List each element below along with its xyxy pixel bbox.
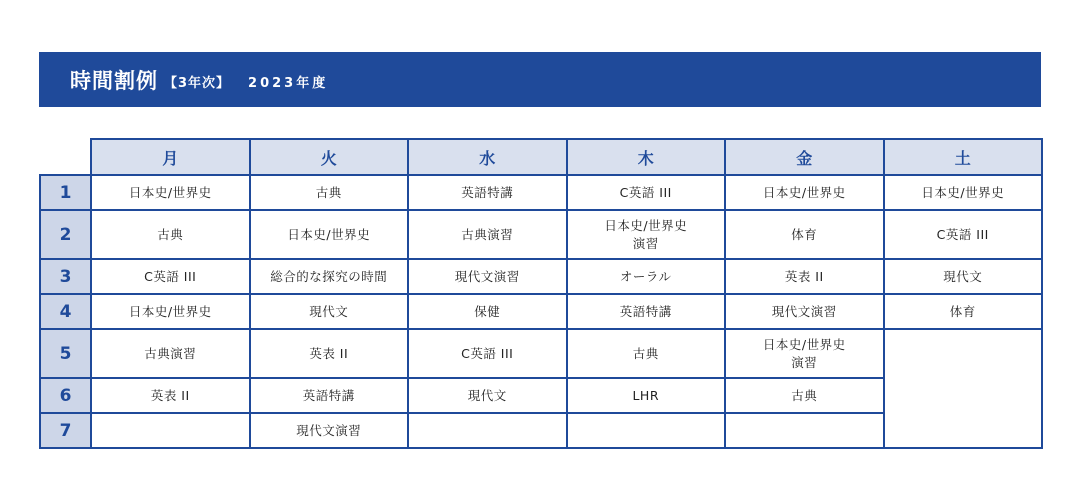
- corner-cell: [40, 139, 91, 175]
- class-cell: 英語特講: [567, 294, 726, 329]
- day-header-mon: 月: [91, 139, 250, 175]
- class-cell: 体育: [725, 210, 884, 259]
- class-cell: 日本史/世界史: [91, 294, 250, 329]
- class-cell: C英語 III: [884, 210, 1043, 259]
- class-cell: C英語 III: [567, 175, 726, 210]
- table-row: [40, 294, 1042, 329]
- class-cell: [725, 413, 884, 448]
- header-bar: [39, 52, 1041, 107]
- class-cell: LHR: [567, 378, 726, 413]
- period-number: 3: [40, 259, 91, 294]
- class-cell: 現代文演習: [408, 259, 567, 294]
- class-cell: 現代文演習: [725, 294, 884, 329]
- timetable: [39, 138, 1043, 449]
- period-number: 5: [40, 329, 91, 378]
- grade-label: 【3年次】: [164, 76, 231, 91]
- class-cell: 現代文: [884, 259, 1043, 294]
- period-number: 7: [40, 413, 91, 448]
- period-number: 4: [40, 294, 91, 329]
- day-header-wed: 水: [408, 139, 567, 175]
- day-header-row: [40, 139, 1042, 175]
- class-cell: 現代文: [250, 294, 409, 329]
- day-header-fri: 金: [725, 139, 884, 175]
- class-cell: 日本史/世界史 演習: [725, 329, 884, 378]
- period-number: 6: [40, 378, 91, 413]
- class-cell: 古典: [725, 378, 884, 413]
- class-cell: オーラル: [567, 259, 726, 294]
- class-cell: C英語 III: [408, 329, 567, 378]
- class-cell: 古典演習: [408, 210, 567, 259]
- day-header-sat: 土: [884, 139, 1043, 175]
- class-cell: 日本史/世界史: [884, 175, 1043, 210]
- class-cell: 英語特講: [408, 175, 567, 210]
- class-cell: [408, 413, 567, 448]
- class-cell: [91, 413, 250, 448]
- class-cell: 古典: [567, 329, 726, 378]
- year-label: 2023年度: [248, 76, 329, 91]
- page-title: 時間割例: [70, 68, 158, 93]
- class-cell: 総合的な探究の時間: [250, 259, 409, 294]
- class-cell: 古典: [91, 210, 250, 259]
- table-row: [40, 329, 1042, 378]
- class-cell: 体育: [884, 294, 1043, 329]
- class-cell: 日本史/世界史: [250, 210, 409, 259]
- class-cell: 古典: [250, 175, 409, 210]
- class-cell: [884, 329, 1043, 448]
- table-row: [40, 259, 1042, 294]
- class-cell: 英表 II: [250, 329, 409, 378]
- class-cell: 現代文演習: [250, 413, 409, 448]
- class-cell: 日本史/世界史: [725, 175, 884, 210]
- table-row: [40, 175, 1042, 210]
- class-cell: 保健: [408, 294, 567, 329]
- class-cell: 日本史/世界史: [91, 175, 250, 210]
- period-number: 2: [40, 210, 91, 259]
- class-cell: 英表 II: [91, 378, 250, 413]
- class-cell: 英表 II: [725, 259, 884, 294]
- class-cell: 現代文: [408, 378, 567, 413]
- class-cell: 英語特講: [250, 378, 409, 413]
- day-header-tue: 火: [250, 139, 409, 175]
- day-header-thu: 木: [567, 139, 726, 175]
- table-row: [40, 210, 1042, 259]
- period-number: 1: [40, 175, 91, 210]
- class-cell: 日本史/世界史 演習: [567, 210, 726, 259]
- class-cell: [567, 413, 726, 448]
- class-cell: C英語 III: [91, 259, 250, 294]
- class-cell: 古典演習: [91, 329, 250, 378]
